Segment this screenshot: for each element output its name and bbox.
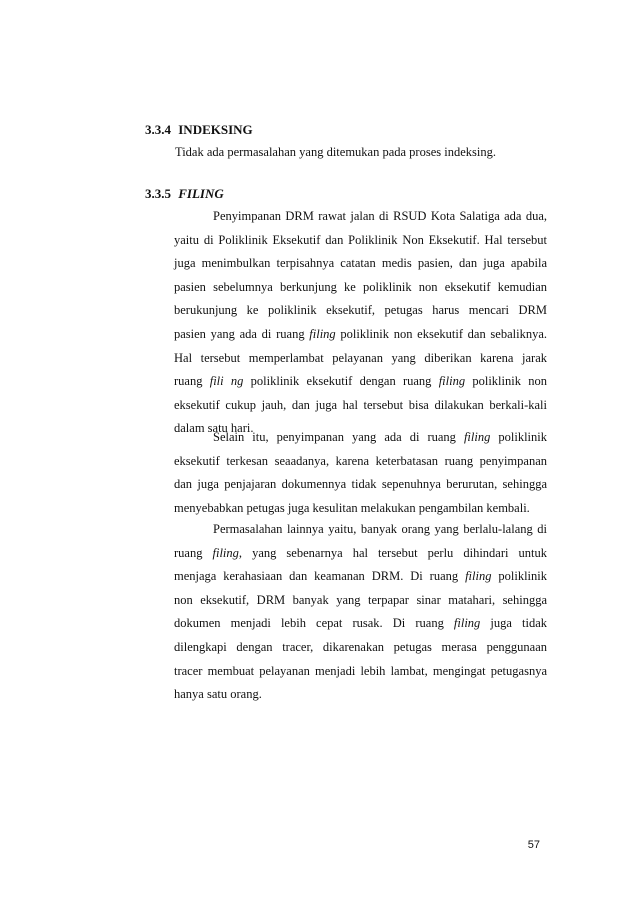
text-line [174,565,547,589]
text-segment: juga menimbulkan terpisahnya catatan medis pasien, dan juga apabila [174,256,547,271]
section-heading-indeksing [145,122,253,138]
text-segment: dokumen menjadi lebih cepat rusak. Di ruang [174,616,454,631]
text-segment: Hal tersebut memperlambat pelayanan yang diberikan karena jarak [174,350,547,365]
text-segment: non eksekutif, DRM banyak yang terpapar sinar matahari, sehingga [174,592,547,607]
text-line [174,636,547,660]
section-number: 3.3.5 [145,186,171,201]
page-number: 57 [527,839,540,851]
text-segment: ruang [174,374,210,389]
filing-paragraph-3 [174,518,547,707]
section-heading-filing [145,186,224,202]
text-segment: poliklinik eksekutif dengan ruang [243,374,439,389]
text-segment: eksekutif terkesan seaadanya, karena keterbatasan ruang penyimpanan [174,453,547,468]
section-title: FILING [178,186,224,201]
text-segment: hanya satu orang. [174,687,262,702]
text-line [174,450,547,474]
text-line [174,497,547,521]
text-segment: pasien sebelumnya berkunjung ke poliklinik non eksekutif kemudian [174,279,547,294]
indeksing-text: Tidak ada permasalahan yang ditemukan pada proses indeksing. [175,145,496,159]
text-segment: poliklinik [491,569,548,584]
text-segment: juga tidak [480,616,547,631]
text-segment: menjaga kerahasiaan dan keamanan DRM. Di ruang [174,569,466,584]
text-segment: tracer membuat pelayanan menjadi lebih lambat, mengingat petugasnya [174,663,547,678]
text-segment: eksekutif cukup jauh, dan juga hal tersebut bisa dilakukan berkali-kali [174,397,547,412]
text-segment: Penyimpanan DRM rawat jalan di RSUD Kota Salatiga ada dua, [213,209,547,223]
text-segment: Permasalahan lainnya yaitu, banyak orang yang berlalu-lalang di [213,522,547,536]
text-line [174,276,547,300]
section-title: INDEKSING [178,122,253,137]
text-segment: pasien yang ada di ruang [174,326,310,341]
italic-term: filing [465,569,492,584]
section-number: 3.3.4 [145,122,171,137]
text-segment: menyebabkan petugas juga kesulitan melakukan pengambilan kembali. [174,500,530,515]
text-segment: dan juga penjajaran dokumennya tidak sepenuhnya berurutan, sehingga [174,477,547,492]
text-line [174,323,547,347]
text-line [174,229,547,253]
text-line [174,347,547,371]
text-line [174,660,547,684]
italic-term: filing [309,326,336,341]
text-line [174,473,547,497]
italic-term: filing [212,545,239,560]
text-segment: yaitu di Poliklinik Eksekutif dan Poliklinik Non Eksekutif. Hal tersebut [174,232,547,247]
text-segment: dalam satu hari. [174,421,254,436]
text-segment: Selain itu, penyimpanan yang ada di ruang [213,430,464,444]
text-segment: berukunjung ke poliklinik eksekutif, petugas harus mencari DRM [174,303,547,318]
text-segment: poliklinik [490,430,548,444]
text-line [174,205,547,229]
text-line [174,518,547,542]
text-segment: poliklinik non [465,374,547,389]
text-segment: poliklinik non eksekutif dan sebaliknya. [335,326,548,341]
text-line [174,542,547,566]
text-line [174,299,547,323]
text-line [174,612,547,636]
italic-term: filing [463,430,491,444]
text-line [174,589,547,613]
italic-term: filing [438,374,466,389]
text-line [174,683,547,707]
filing-paragraph-2 [174,426,547,520]
italic-term: fili ng [209,374,244,389]
italic-term: filing [453,616,481,631]
text-segment: , yang sebenarnya hal tersebut perlu dihindari untuk [238,545,547,560]
text-line [174,426,547,450]
text-line [174,370,547,394]
text-line [174,252,547,276]
text-segment: dilengkapi dengan tracer, dikarenakan petugas merasa penggunaan [174,639,547,654]
text-line [174,394,547,418]
text-segment: ruang [174,545,213,560]
filing-paragraph-1 [174,205,547,441]
